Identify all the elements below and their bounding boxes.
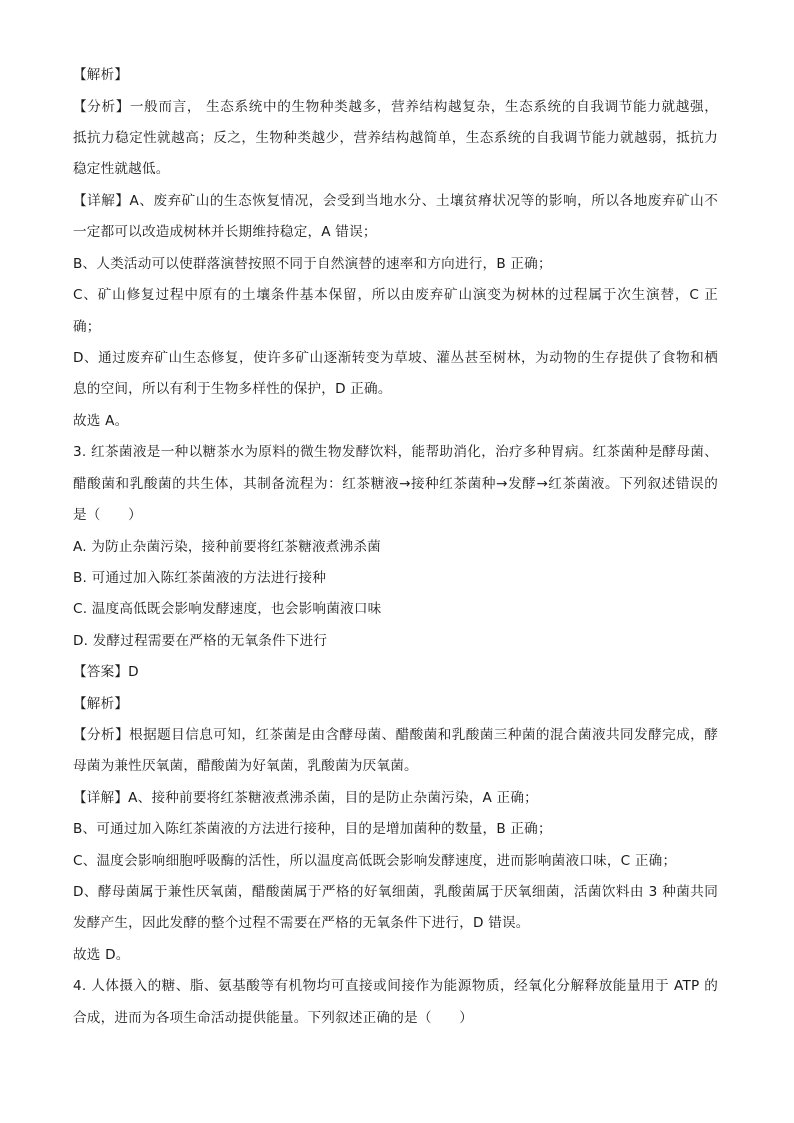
question-3-option-b: B. 可通过加入陈红茶菌液的方法进行接种 bbox=[73, 570, 327, 586]
analysis-q3-line-1: 【分析】根据题目信息可知，红茶菌是由含酵母菌、醋酸菌和乳酸菌三种菌的混合菌液共同发酵完成，酵 bbox=[73, 727, 718, 743]
question-3-stem-2: 醋酸菌和乳酸菌的共生体，其制备流程为：红茶糖液→接种红茶菌种→发酵→红茶菌液。下列叙述错误的 bbox=[73, 476, 718, 492]
answer-choice-q3: 故选 D。 bbox=[73, 947, 130, 963]
answer-choice: 故选 A。 bbox=[73, 413, 129, 429]
detail-q3-b: B、可通过加入陈红茶菌液的方法进行接种，目的是增加菌种的数量，B 正确； bbox=[73, 821, 552, 837]
detail-q3-a: 【详解】A、接种前要将红茶糖液煮沸杀菌，目的是防止杂菌污染，A 正确； bbox=[73, 790, 538, 806]
detail-q3-d-1: D、酵母菌属于兼性厌氧菌，醋酸菌属于严格的好氧细菌，乳酸菌属于厌氧细菌，活菌饮料由 3 种菌共同 bbox=[73, 884, 718, 900]
detail-line-1: 【详解】A、废弃矿山的生态恢复情况，会受到当地水分、土壤贫瘠状况等的影响，所以各地废弃矿山不 bbox=[73, 193, 718, 209]
analysis-line-3: 稳定性就越低。 bbox=[73, 161, 170, 177]
detail-option-c-1: C、矿山修复过程中原有的土壤条件基本保留，所以由废弃矿山演变为树林的过程属于次生演替，C 正 bbox=[73, 287, 718, 303]
analysis-q3-line-2: 母菌为兼性厌氧菌，醋酸菌为好氧菌，乳酸菌为厌氧菌。 bbox=[73, 758, 418, 774]
detail-option-b: B、人类活动可以使群落演替按照不同于自然演替的速率和方向进行，B 正确； bbox=[73, 256, 552, 272]
analysis-line-1: 【分析】一般而言， 生态系统中的生物种类越多，营养结构越复杂，生态系统的自我调节能力就越强， bbox=[73, 99, 718, 115]
question-4-stem-2: 合成，进而为各项生命活动提供能量。下列叙述正确的是（ ） bbox=[73, 1010, 474, 1026]
question-3-option-d: D. 发酵过程需要在严格的无氧条件下进行 bbox=[73, 633, 328, 649]
detail-q3-d-2: 发酵产生，因此发酵的整个过程不需要在严格的无氧条件下进行，D 错误。 bbox=[73, 915, 530, 931]
section-label-jiexi: 【解析】 bbox=[73, 67, 129, 83]
question-3-stem-1: 3. 红茶菌液是一种以糖茶水为原料的微生物发酵饮料，能帮助消化，治疗多种胃病。红茶菌种是酵母菌、 bbox=[73, 444, 718, 460]
question-3-option-c: C. 温度高低既会影响发酵速度，也会影响菌液口味 bbox=[73, 601, 382, 617]
question-3-option-a: A. 为防止杂菌污染，接种前要将红茶糖液煮沸杀菌 bbox=[73, 539, 381, 555]
detail-option-c-2: 确； bbox=[73, 319, 101, 335]
detail-q3-c: C、温度会影响细胞呼吸酶的活性，所以温度高低既会影响发酵速度，进而影响菌液口味，C 正确； bbox=[73, 853, 677, 869]
question-3-stem-3: 是（ ） bbox=[73, 507, 142, 523]
section-label-jiexi-2: 【解析】 bbox=[73, 696, 129, 712]
detail-option-d-1: D、通过废弃矿山生态修复，使许多矿山逐渐转变为草坡、灌丛甚至树林，为动物的生存提供了食物和栖 bbox=[73, 350, 718, 366]
detail-option-d-2: 息的空间，所以有利于生物多样性的保护，D 正确。 bbox=[73, 381, 392, 397]
analysis-line-2: 抵抗力稳定性就越高；反之，生物种类越少，营养结构越简单，生态系统的自我调节能力就越弱，抵抗力 bbox=[73, 130, 718, 146]
answer-label: 【答案】D bbox=[73, 664, 139, 680]
question-4-stem-1: 4. 人体摄入的糖、脂、氨基酸等有机物均可直接或间接作为能源物质，经氧化分解释放能量用于 ATP 的 bbox=[73, 978, 718, 994]
detail-line-2: 一定都可以改造成树林并长期维持稳定，A 错误； bbox=[73, 224, 377, 240]
